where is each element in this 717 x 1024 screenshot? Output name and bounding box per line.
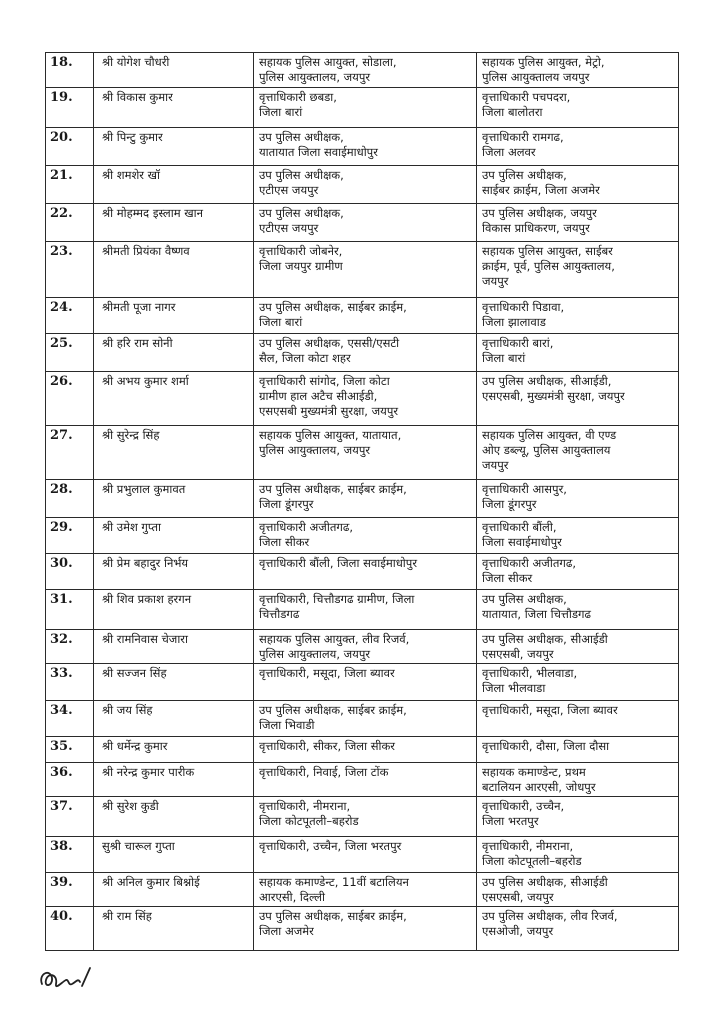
new-posting — [477, 480, 679, 518]
new-posting-line: जिला सीकर — [482, 571, 533, 585]
serial-number: 28. — [46, 480, 94, 518]
current-posting — [254, 204, 477, 242]
serial-number: 33. — [46, 664, 94, 701]
table-row — [46, 128, 679, 166]
table-row — [46, 426, 679, 480]
current-posting-line: उप पुलिस अधीक्षक, साईबर क्राईम, — [259, 482, 407, 496]
officer-name: श्री नरेन्द्र कुमार पारीक — [94, 763, 254, 797]
officer-name: श्री राम सिंह — [94, 907, 254, 951]
new-posting-line: जिला अलवर — [482, 145, 536, 159]
table-row — [46, 88, 679, 128]
new-posting-line: वृत्ताधिकारी रामगढ, — [482, 130, 564, 144]
current-posting — [254, 590, 477, 630]
new-posting-line: बटालियन आरएसी, जोधपुर — [482, 780, 596, 794]
new-posting-line: एसएसबी, जयपुर — [482, 890, 554, 904]
current-posting-line: वृत्ताधिकारी सांगोद, जिला कोटा — [259, 374, 390, 388]
new-posting-line: सहायक पुलिस आयुक्त, साईबर — [482, 244, 613, 258]
new-posting-line: साईबर क्राईम, जिला अजमेर — [482, 183, 600, 197]
new-posting-line: उप पुलिस अधीक्षक, लीव रिजर्व, — [482, 909, 618, 923]
officer-name: श्री विकास कुमार — [94, 88, 254, 128]
table-row — [46, 590, 679, 630]
table-row — [46, 837, 679, 873]
current-posting-line: वृत्ताधिकारी, नीमराना, — [259, 799, 351, 813]
new-posting — [477, 372, 679, 426]
current-posting-line: सैल, जिला कोटा शहर — [259, 351, 351, 365]
current-posting-line: वृत्ताधिकारी, निवाई, जिला टोंक — [259, 765, 389, 779]
table-row — [46, 737, 679, 763]
table-row — [46, 763, 679, 797]
new-posting-line: उप पुलिस अधीक्षक, — [482, 168, 567, 182]
new-posting-line: क्राईम, पूर्व, पुलिस आयुक्तालय, — [482, 259, 615, 273]
new-posting-line: वृत्ताधिकारी, दौसा, जिला दौसा — [482, 739, 610, 753]
table-row — [46, 797, 679, 837]
table-row — [46, 53, 679, 88]
serial-number: 20. — [46, 128, 94, 166]
current-posting — [254, 873, 477, 907]
new-posting — [477, 334, 679, 372]
serial-number: 23. — [46, 242, 94, 298]
new-posting — [477, 88, 679, 128]
current-posting-line: जिला बारां — [259, 105, 303, 119]
current-posting-line: उप पुलिस अधीक्षक, साईबर क्राईम, — [259, 703, 407, 717]
new-posting — [477, 907, 679, 951]
table-row — [46, 630, 679, 664]
current-posting — [254, 630, 477, 664]
serial-number: 35. — [46, 737, 94, 763]
serial-number: 21. — [46, 166, 94, 204]
new-posting-line: एसओजी, जयपुर — [482, 924, 554, 938]
table-row — [46, 664, 679, 701]
current-posting — [254, 53, 477, 88]
table-row — [46, 907, 679, 951]
new-posting — [477, 53, 679, 88]
current-posting — [254, 166, 477, 204]
officer-name: श्री अभय कुमार शर्मा — [94, 372, 254, 426]
officer-name: श्री सज्जन सिंह — [94, 664, 254, 701]
new-posting — [477, 630, 679, 664]
current-posting-line: एसएसबी मुख्यमंत्री सुरक्षा, जयपुर — [259, 404, 399, 418]
new-posting — [477, 128, 679, 166]
officer-name: श्री सुरेश कुडी — [94, 797, 254, 837]
new-posting-line: वृत्ताधिकारी, भीलवाडा, — [482, 666, 578, 680]
serial-number: 30. — [46, 554, 94, 590]
new-posting — [477, 701, 679, 737]
serial-number: 38. — [46, 837, 94, 873]
officer-name: श्री प्रेम बहादुर निर्भय — [94, 554, 254, 590]
officer-name: श्री सुरेन्द्र सिंह — [94, 426, 254, 480]
current-posting-line: जिला सीकर — [259, 535, 310, 549]
table-row — [46, 873, 679, 907]
current-posting-line: चित्तौडगढ — [259, 607, 300, 621]
table-row — [46, 480, 679, 518]
new-posting-line: उप पुलिस अधीक्षक, सीआईडी — [482, 875, 608, 889]
current-posting — [254, 128, 477, 166]
table-row — [46, 298, 679, 334]
table-row — [46, 372, 679, 426]
current-posting — [254, 372, 477, 426]
new-posting-line: वृत्ताधिकारी पचपदरा, — [482, 90, 571, 104]
officer-name: श्री धर्मेन्द्र कुमार — [94, 737, 254, 763]
officer-name: सुश्री चारूल गुप्ता — [94, 837, 254, 873]
new-posting-line: वृत्ताधिकारी बारां, — [482, 336, 554, 350]
serial-number: 34. — [46, 701, 94, 737]
current-posting-line: वृत्ताधिकारी जोबनेर, — [259, 244, 343, 258]
new-posting — [477, 763, 679, 797]
current-posting-line: जिला कोटपूतली–बहरोड — [259, 814, 359, 828]
current-posting-line: उप पुलिस अधीक्षक, साईबर क्राईम, — [259, 909, 407, 923]
new-posting-line: जिला बालोतरा — [482, 105, 543, 119]
current-posting-line: उप पुलिस अधीक्षक, साईबर क्राईम, — [259, 300, 407, 314]
serial-number: 39. — [46, 873, 94, 907]
serial-number: 32. — [46, 630, 94, 664]
officer-name: श्रीमती पूजा नागर — [94, 298, 254, 334]
serial-number: 22. — [46, 204, 94, 242]
new-posting — [477, 797, 679, 837]
current-posting-line: यातायात जिला सवाईमाधोपुर — [259, 145, 378, 159]
officer-name: श्री अनिल कुमार बिश्नोई — [94, 873, 254, 907]
current-posting-line: ग्रामीण हाल अटैच सीआईडी, — [259, 389, 378, 403]
current-posting-line: जिला बारां — [259, 315, 303, 329]
new-posting — [477, 518, 679, 554]
new-posting-line: विकास प्राधिकरण, जयपुर — [482, 221, 590, 235]
current-posting — [254, 763, 477, 797]
new-posting-line: वृत्ताधिकारी आसपुर, — [482, 482, 567, 496]
new-posting-line: सहायक कमाण्डेन्ट, प्रथम — [482, 765, 586, 779]
new-posting-line: जिला कोटपूतली–बहरोड — [482, 854, 582, 868]
current-posting-line: वृत्ताधिकारी अजीतगढ, — [259, 520, 353, 534]
current-posting — [254, 701, 477, 737]
current-posting-line: जिला डूंगरपुर — [259, 497, 314, 511]
officer-name: श्री शिव प्रकाश हरगन — [94, 590, 254, 630]
serial-number: 27. — [46, 426, 94, 480]
table-row — [46, 242, 679, 298]
current-posting-line: जिला जयपुर ग्रामीण — [259, 259, 343, 273]
table-row — [46, 518, 679, 554]
new-posting — [477, 737, 679, 763]
serial-number: 26. — [46, 372, 94, 426]
new-posting-line: वृत्ताधिकारी, नीमराना, — [482, 839, 574, 853]
new-posting-line: पुलिस आयुक्तालय जयपुर — [482, 70, 590, 84]
current-posting-line: उप पुलिस अधीक्षक, — [259, 130, 344, 144]
serial-number: 31. — [46, 590, 94, 630]
table-row — [46, 701, 679, 737]
serial-number: 40. — [46, 907, 94, 951]
new-posting-line: वृत्ताधिकारी पिडावा, — [482, 300, 565, 314]
new-posting — [477, 554, 679, 590]
new-posting-line: सहायक पुलिस आयुक्त, मेट्रो, — [482, 55, 605, 69]
table-row — [46, 334, 679, 372]
current-posting-line: जिला अजमेर — [259, 924, 314, 938]
current-posting — [254, 480, 477, 518]
current-posting — [254, 426, 477, 480]
current-posting-line: जिला भिवाडी — [259, 718, 315, 732]
officer-name: श्री पिन्टु कुमार — [94, 128, 254, 166]
current-posting-line: पुलिस आयुक्तालय, जयपुर — [259, 443, 371, 457]
transfer-table — [45, 52, 679, 951]
current-posting — [254, 554, 477, 590]
current-posting — [254, 797, 477, 837]
current-posting-line: उप पुलिस अधीक्षक, — [259, 168, 344, 182]
new-posting-line: सहायक पुलिस आयुक्त, वी एण्ड — [482, 428, 617, 442]
new-posting-line: वृत्ताधिकारी अजीतगढ, — [482, 556, 576, 570]
serial-number: 29. — [46, 518, 94, 554]
current-posting-line: वृत्ताधिकारी बौंली, जिला सवाईमाधोपुर — [259, 556, 418, 570]
serial-number: 19. — [46, 88, 94, 128]
current-posting-line: एटीएस जयपुर — [259, 221, 319, 235]
officer-name: श्री मोहम्मद इस्लाम खान — [94, 204, 254, 242]
new-posting-line: जयपुर — [482, 274, 509, 288]
signature — [36, 960, 96, 1000]
new-posting-line: उप पुलिस अधीक्षक, जयपुर — [482, 206, 597, 220]
current-posting-line: उप पुलिस अधीक्षक, — [259, 206, 344, 220]
current-posting-line: वृत्ताधिकारी छबडा, — [259, 90, 337, 104]
officer-name: श्रीमती प्रियंका वैष्णव — [94, 242, 254, 298]
current-posting — [254, 907, 477, 951]
officer-name: श्री प्रभुलाल कुमावत — [94, 480, 254, 518]
new-posting-line: जिला बारां — [482, 351, 526, 365]
new-posting-line: एसएसबी, जयपुर — [482, 647, 554, 661]
serial-number: 24. — [46, 298, 94, 334]
new-posting — [477, 837, 679, 873]
current-posting-line: एटीएस जयपुर — [259, 183, 319, 197]
current-posting — [254, 737, 477, 763]
officer-name: श्री हरि राम सोनी — [94, 334, 254, 372]
current-posting — [254, 298, 477, 334]
current-posting-line: आरएसी, दिल्ली — [259, 890, 325, 904]
new-posting-line: वृत्ताधिकारी, उच्चैन, — [482, 799, 565, 813]
current-posting — [254, 334, 477, 372]
officer-name: श्री शमशेर खॉ — [94, 166, 254, 204]
current-posting — [254, 518, 477, 554]
new-posting-line: जिला झालावाड — [482, 315, 546, 329]
new-posting-line: वृत्ताधिकारी बौंली, — [482, 520, 557, 534]
new-posting-line: एसएसबी, मुख्यमंत्री सुरक्षा, जयपुर — [482, 389, 625, 403]
current-posting-line: पुलिस आयुक्तालय, जयपुर — [259, 647, 371, 661]
officer-name: श्री जय सिंह — [94, 701, 254, 737]
new-posting-line: यातायात, जिला चित्तौडगढ — [482, 607, 591, 621]
table-row — [46, 204, 679, 242]
new-posting — [477, 426, 679, 480]
current-posting — [254, 88, 477, 128]
new-posting-line: उप पुलिस अधीक्षक, — [482, 592, 567, 606]
new-posting — [477, 664, 679, 701]
current-posting-line: पुलिस आयुक्तालय, जयपुर — [259, 70, 371, 84]
current-posting-line: सहायक पुलिस आयुक्त, सोडाला, — [259, 55, 397, 69]
new-posting-line: जयपुर — [482, 458, 509, 472]
current-posting-line: वृत्ताधिकारी, सीकर, जिला सीकर — [259, 739, 396, 753]
current-posting-line: सहायक पुलिस आयुक्त, यातायात, — [259, 428, 402, 442]
table-row — [46, 554, 679, 590]
current-posting-line: उप पुलिस अधीक्षक, एससी/एसटी — [259, 336, 400, 350]
new-posting — [477, 590, 679, 630]
new-posting-line: उप पुलिस अधीक्षक, सीआईडी — [482, 632, 608, 646]
new-posting — [477, 298, 679, 334]
new-posting — [477, 204, 679, 242]
serial-number: 37. — [46, 797, 94, 837]
current-posting-line: सहायक कमाण्डेन्ट, 11वीं बटालियन — [259, 875, 409, 889]
serial-number: 36. — [46, 763, 94, 797]
new-posting-line: उप पुलिस अधीक्षक, सीआईडी, — [482, 374, 612, 388]
new-posting-line: जिला भरतपुर — [482, 814, 539, 828]
officer-name: श्री उमेश गुप्ता — [94, 518, 254, 554]
new-posting — [477, 873, 679, 907]
new-posting-line: जिला डूंगरपुर — [482, 497, 537, 511]
current-posting — [254, 242, 477, 298]
new-posting — [477, 166, 679, 204]
new-posting-line: जिला भीलवाडा — [482, 681, 546, 695]
new-posting-line: ओए डब्ल्यू, पुलिस आयुक्तालय — [482, 443, 611, 457]
current-posting — [254, 664, 477, 701]
officer-name: श्री रामनिवास चेजारा — [94, 630, 254, 664]
officer-name: श्री योगेश चौधरी — [94, 53, 254, 88]
current-posting — [254, 837, 477, 873]
new-posting-line: वृत्ताधिकारी, मसूदा, जिला ब्यावर — [482, 703, 618, 717]
table-row — [46, 166, 679, 204]
current-posting-line: वृत्ताधिकारी, चित्तौडगढ ग्रामीण, जिला — [259, 592, 415, 606]
new-posting-line: जिला सवाईमाधोपुर — [482, 535, 562, 549]
new-posting — [477, 242, 679, 298]
serial-number: 18. — [46, 53, 94, 88]
current-posting-line: वृत्ताधिकारी, उच्चैन, जिला भरतपुर — [259, 839, 402, 853]
current-posting-line: सहायक पुलिस आयुक्त, लीव रिजर्व, — [259, 632, 410, 646]
current-posting-line: वृत्ताधिकारी, मसूदा, जिला ब्यावर — [259, 666, 395, 680]
transfer-table-body — [46, 53, 679, 951]
serial-number: 25. — [46, 334, 94, 372]
